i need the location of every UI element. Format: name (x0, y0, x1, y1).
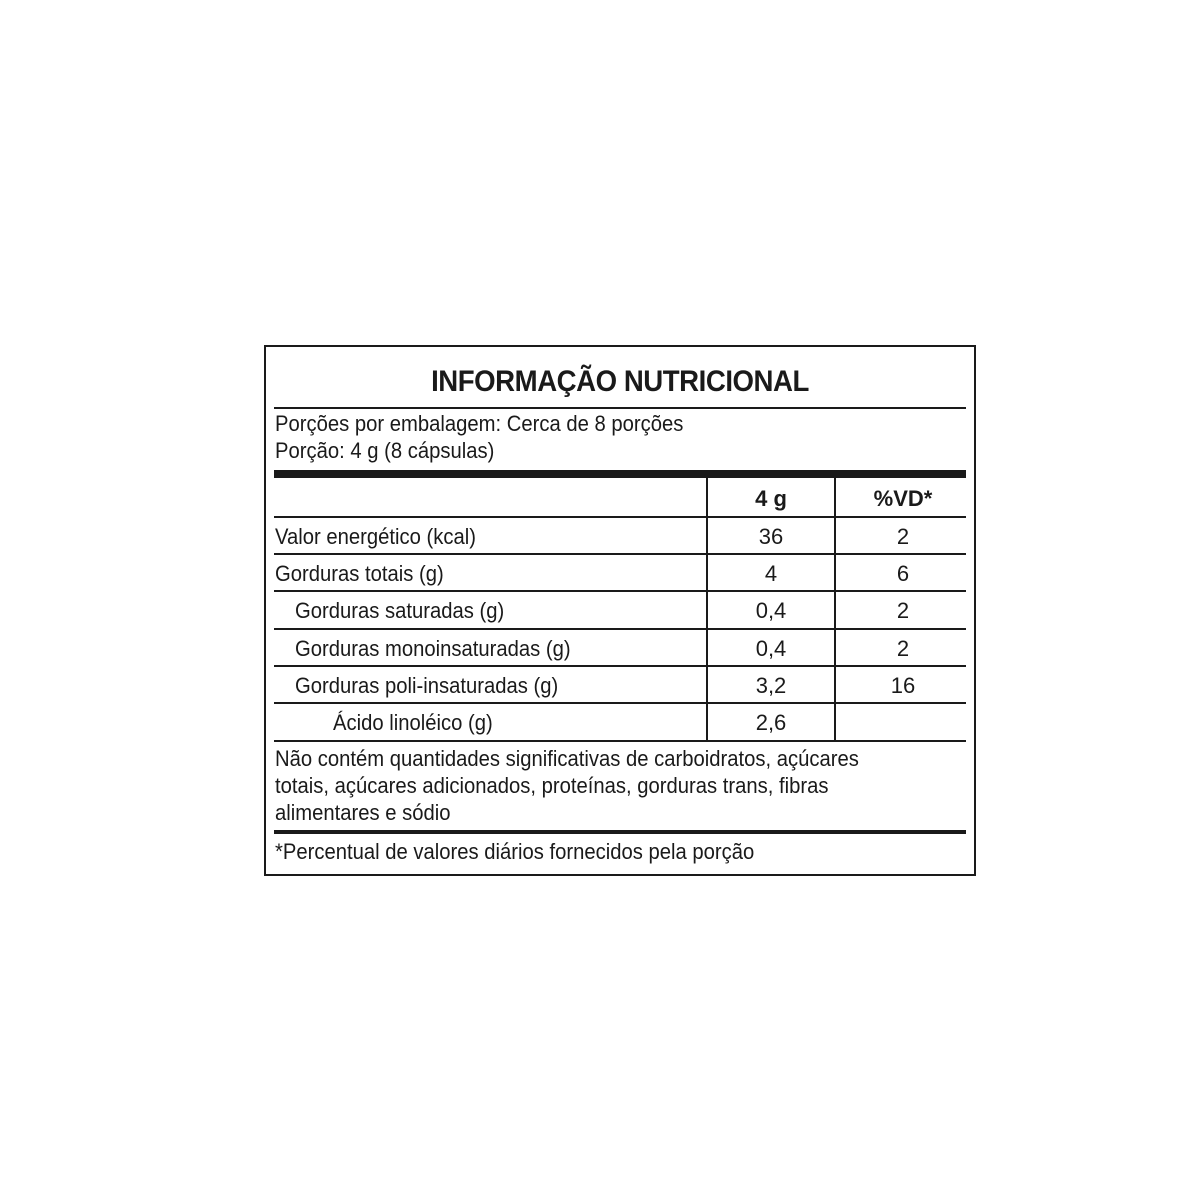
row-amount-saturated-fat: 0,4 (755, 598, 787, 623)
row-label-saturated-fat: Gorduras saturadas (g) (295, 598, 505, 623)
row-amount-polyunsaturated-fat: 3,2 (755, 673, 787, 698)
row-label-linoleic-acid: Ácido linoléico (g) (333, 710, 493, 735)
row-label-monounsaturated-fat: Gorduras monoinsaturadas (g) (295, 636, 571, 661)
serving-size: Porção: 4 g (8 cápsulas) (275, 438, 495, 463)
row-dv-total-fat: 6 (896, 561, 910, 586)
note-line: Não contém quantidades significativas de carboidratos, açúcares (275, 746, 859, 771)
row-amount-energy: 36 (758, 524, 784, 549)
row-label-polyunsaturated-fat: Gorduras poli-insaturadas (g) (295, 673, 559, 698)
row-label-total-fat: Gorduras totais (g) (275, 561, 444, 586)
note-line: totais, açúcares adicionados, proteínas, gorduras trans, fibras (275, 773, 829, 798)
column-header-daily-value: %VD* (873, 486, 933, 511)
nutrition-facts-table (264, 345, 976, 876)
table-title: INFORMAÇÃO NUTRICIONAL (431, 365, 809, 398)
row-amount-monounsaturated-fat: 0,4 (755, 636, 787, 661)
note-line: alimentares e sódio (275, 800, 451, 825)
row-dv-polyunsaturated-fat: 16 (890, 673, 916, 698)
servings-per-package: Porções por embalagem: Cerca de 8 porções (275, 411, 684, 436)
footnote: *Percentual de valores diários fornecidos pela porção (275, 839, 755, 864)
row-divider (274, 740, 966, 742)
row-label-energy: Valor energético (kcal) (275, 524, 476, 549)
column-header-amount: 4 g (755, 486, 787, 511)
row-divider (274, 702, 966, 704)
row-amount-total-fat: 4 (764, 561, 778, 586)
row-amount-linoleic-acid: 2,6 (755, 710, 787, 735)
row-dv-monounsaturated-fat: 2 (896, 636, 910, 661)
thick-divider (274, 470, 966, 478)
row-dv-energy: 2 (896, 524, 910, 549)
divider (274, 407, 966, 409)
row-dv-saturated-fat: 2 (896, 598, 910, 623)
footer-divider (274, 830, 966, 834)
